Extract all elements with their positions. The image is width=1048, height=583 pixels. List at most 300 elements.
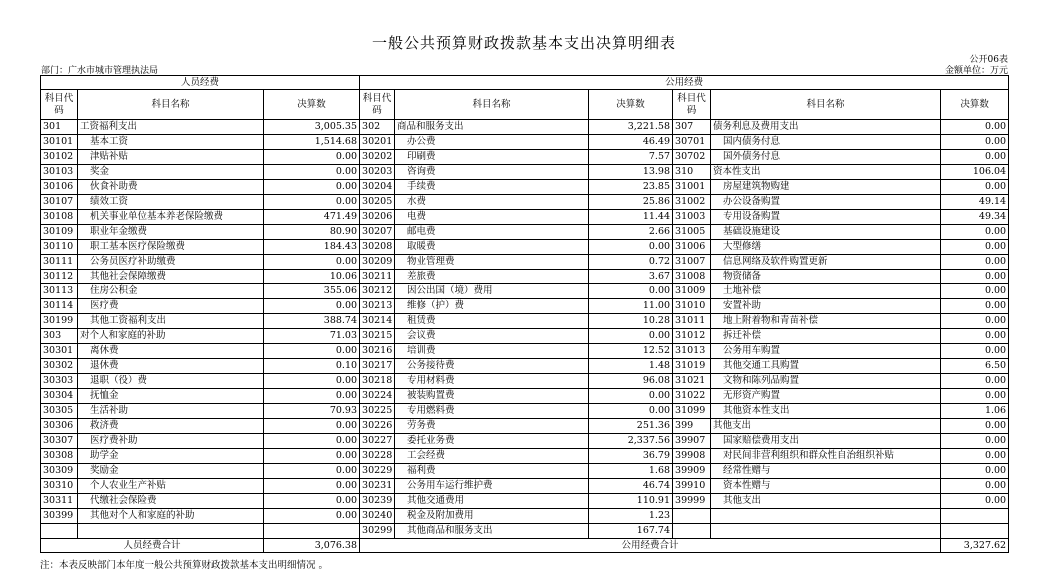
amount: 46.49 xyxy=(589,134,673,149)
subject-code: 30211 xyxy=(360,269,395,284)
subject-code: 30207 xyxy=(360,224,395,239)
subject-name: 文物和陈列品购置 xyxy=(711,374,941,389)
amount: 0.00 xyxy=(941,344,1009,359)
subject-code: 30299 xyxy=(360,523,395,538)
subject-name: 绩效工资 xyxy=(78,194,264,209)
amount: 0.00 xyxy=(264,299,360,314)
subject-code: 31003 xyxy=(673,209,711,224)
subject-code: 31005 xyxy=(673,224,711,239)
amount: 12.52 xyxy=(589,344,673,359)
subject-code: 30214 xyxy=(360,314,395,329)
subject-name: 劳务费 xyxy=(395,419,589,434)
subject-name: 因公出国（境）费用 xyxy=(395,284,589,299)
table-row xyxy=(41,389,1009,404)
subject-code: 30305 xyxy=(41,404,78,419)
subject-name: 公务用车运行维护费 xyxy=(395,478,589,493)
subject-name: 代缴社会保险费 xyxy=(78,493,264,508)
subject-name: 退休费 xyxy=(78,359,264,374)
subject-name: 维修（护）费 xyxy=(395,299,589,314)
subject-code: 30206 xyxy=(360,209,395,224)
subject-code: 30306 xyxy=(41,419,78,434)
amount: 0.00 xyxy=(264,463,360,478)
amount: 0.00 xyxy=(264,478,360,493)
amount xyxy=(941,508,1009,523)
table-row xyxy=(41,493,1009,508)
subject-name: 助学金 xyxy=(78,448,264,463)
amount: 2,337.56 xyxy=(589,434,673,449)
subject-code: 30212 xyxy=(360,284,395,299)
subject-name xyxy=(78,523,264,538)
subject-name: 其他交通工具购置 xyxy=(711,359,941,374)
amount: 0.00 xyxy=(264,374,360,389)
subject-code: 30208 xyxy=(360,239,395,254)
subject-code: 30205 xyxy=(360,194,395,209)
subject-code: 30201 xyxy=(360,134,395,149)
subject-name: 对民间非营利组织和群众性自治组织补贴 xyxy=(711,448,941,463)
subject-name: 地上附着物和青苗补偿 xyxy=(711,314,941,329)
subject-name: 委托业务费 xyxy=(395,434,589,449)
table-row xyxy=(41,284,1009,299)
group-header-personnel: 人员经费 xyxy=(41,76,360,90)
subject-code: 31009 xyxy=(673,284,711,299)
subject-name: 其他社会保障缴费 xyxy=(78,269,264,284)
subject-code: 31010 xyxy=(673,299,711,314)
subject-name: 被装购置费 xyxy=(395,389,589,404)
subject-name xyxy=(711,508,941,523)
amount: 0.00 xyxy=(941,299,1009,314)
amount: 0.00 xyxy=(264,419,360,434)
col-header-name: 科目名称 xyxy=(395,90,589,120)
subject-code: 30213 xyxy=(360,299,395,314)
subject-name xyxy=(711,523,941,538)
subject-name: 基本工资 xyxy=(78,134,264,149)
subject-name: 办公费 xyxy=(395,134,589,149)
table-row xyxy=(41,224,1009,239)
amount: 0.00 xyxy=(264,149,360,164)
subject-name: 大型修缮 xyxy=(711,239,941,254)
amount: 3.67 xyxy=(589,269,673,284)
subject-name: 债务利息及费用支出 xyxy=(711,120,941,135)
subject-code: 30114 xyxy=(41,299,78,314)
table-row xyxy=(41,448,1009,463)
subject-code: 30111 xyxy=(41,254,78,269)
subject-code: 31019 xyxy=(673,359,711,374)
subject-code: 30308 xyxy=(41,448,78,463)
subject-name: 租赁费 xyxy=(395,314,589,329)
amount: 1.23 xyxy=(589,508,673,523)
subject-code: 30310 xyxy=(41,478,78,493)
subject-name: 会议费 xyxy=(395,329,589,344)
subject-name: 工资福利支出 xyxy=(78,120,264,135)
subject-name: 公务员医疗补助缴费 xyxy=(78,254,264,269)
personnel-total-value: 3,076.38 xyxy=(264,538,360,552)
subject-code: 30110 xyxy=(41,239,78,254)
subject-name: 伙食补助费 xyxy=(78,179,264,194)
subject-name: 信息网络及软件购置更新 xyxy=(711,254,941,269)
amount: 10.06 xyxy=(264,269,360,284)
subject-name: 其他商品和服务支出 xyxy=(395,523,589,538)
amount: 70.93 xyxy=(264,404,360,419)
subject-name: 个人农业生产补贴 xyxy=(78,478,264,493)
subject-code: 39910 xyxy=(673,478,711,493)
department-label: 部门：广水市城市管理执法局 xyxy=(41,66,159,76)
amount: 0.00 xyxy=(941,224,1009,239)
amount: 46.74 xyxy=(589,478,673,493)
subject-name: 资本性支出 xyxy=(711,164,941,179)
amount: 0.10 xyxy=(264,359,360,374)
amount: 25.86 xyxy=(589,194,673,209)
amount: 388.74 xyxy=(264,314,360,329)
table-row xyxy=(41,478,1009,493)
amount: 0.00 xyxy=(941,493,1009,508)
table-row xyxy=(41,194,1009,209)
amount: 71.03 xyxy=(264,329,360,344)
amount xyxy=(264,523,360,538)
table-row xyxy=(41,523,1009,538)
subject-code: 30112 xyxy=(41,269,78,284)
amount: 80.90 xyxy=(264,224,360,239)
amount: 1.06 xyxy=(941,404,1009,419)
subject-name: 救济费 xyxy=(78,419,264,434)
personnel-total-label: 人员经费合计 xyxy=(41,538,264,552)
col-header-name: 科目名称 xyxy=(711,90,941,120)
subject-name: 医疗费补助 xyxy=(78,434,264,449)
subject-code: 39909 xyxy=(673,463,711,478)
table-row xyxy=(41,120,1009,135)
subject-code: 30399 xyxy=(41,508,78,523)
amount: 0.00 xyxy=(941,389,1009,404)
amount: 96.08 xyxy=(589,374,673,389)
amount: 13.98 xyxy=(589,164,673,179)
subject-name: 专用燃料费 xyxy=(395,404,589,419)
subject-code: 30224 xyxy=(360,389,395,404)
subject-code: 30215 xyxy=(360,329,395,344)
subject-name: 职业年金缴费 xyxy=(78,224,264,239)
subject-name: 福利费 xyxy=(395,463,589,478)
subject-code: 310 xyxy=(673,164,711,179)
subject-code: 30113 xyxy=(41,284,78,299)
subject-code: 31099 xyxy=(673,404,711,419)
subject-name: 津贴补贴 xyxy=(78,149,264,164)
amount: 23.85 xyxy=(589,179,673,194)
subject-name: 商品和服务支出 xyxy=(395,120,589,135)
subject-code: 30202 xyxy=(360,149,395,164)
amount: 0.00 xyxy=(941,134,1009,149)
subject-code: 31011 xyxy=(673,314,711,329)
subject-code: 30101 xyxy=(41,134,78,149)
subject-name: 取暖费 xyxy=(395,239,589,254)
table-row xyxy=(41,463,1009,478)
table-row xyxy=(41,508,1009,523)
table-row xyxy=(41,179,1009,194)
amount: 0.00 xyxy=(941,374,1009,389)
amount: 0.00 xyxy=(941,314,1009,329)
amount: 0.00 xyxy=(941,284,1009,299)
col-header-code: 科目代码 xyxy=(673,90,711,120)
expenditure-table xyxy=(40,75,1009,553)
amount: 0.00 xyxy=(941,179,1009,194)
amount: 49.34 xyxy=(941,209,1009,224)
subject-code: 30301 xyxy=(41,344,78,359)
unit-label: 金额单位：万元 xyxy=(944,66,1008,76)
subject-name: 国内债务付息 xyxy=(711,134,941,149)
subject-code: 30227 xyxy=(360,434,395,449)
col-header-code: 科目代码 xyxy=(360,90,395,120)
table-row xyxy=(41,149,1009,164)
subject-code: 30209 xyxy=(360,254,395,269)
subject-name: 抚恤金 xyxy=(78,389,264,404)
subject-name: 物资储备 xyxy=(711,269,941,284)
amount: 0.00 xyxy=(264,389,360,404)
amount: 0.00 xyxy=(264,448,360,463)
amount: 11.44 xyxy=(589,209,673,224)
amount: 251.36 xyxy=(589,419,673,434)
subject-name: 基础设施建设 xyxy=(711,224,941,239)
subject-code: 30225 xyxy=(360,404,395,419)
amount: 0.00 xyxy=(941,239,1009,254)
amount: 6.50 xyxy=(941,359,1009,374)
amount: 167.74 xyxy=(589,523,673,538)
amount: 0.72 xyxy=(589,254,673,269)
subject-code: 30240 xyxy=(360,508,395,523)
subject-code: 31007 xyxy=(673,254,711,269)
amount: 49.14 xyxy=(941,194,1009,209)
public-total-label: 公用经费合计 xyxy=(360,538,941,552)
subject-code: 30218 xyxy=(360,374,395,389)
amount: 0.00 xyxy=(941,149,1009,164)
amount: 355.06 xyxy=(264,284,360,299)
subject-name: 国家赔偿费用支出 xyxy=(711,434,941,449)
subject-name: 奖励金 xyxy=(78,463,264,478)
amount: 0.00 xyxy=(589,389,673,404)
subject-code: 30311 xyxy=(41,493,78,508)
subject-name: 其他支出 xyxy=(711,493,941,508)
amount: 0.00 xyxy=(941,434,1009,449)
table-row xyxy=(41,269,1009,284)
amount: 0.00 xyxy=(941,329,1009,344)
subject-code: 39908 xyxy=(673,448,711,463)
amount: 1.68 xyxy=(589,463,673,478)
subject-code: 31002 xyxy=(673,194,711,209)
table-row xyxy=(41,239,1009,254)
table-row xyxy=(41,359,1009,374)
subject-code: 30102 xyxy=(41,149,78,164)
amount: 2.66 xyxy=(589,224,673,239)
subject-code: 30108 xyxy=(41,209,78,224)
subject-code: 30309 xyxy=(41,463,78,478)
subject-code: 30303 xyxy=(41,374,78,389)
subject-code: 39999 xyxy=(673,493,711,508)
subject-name: 手续费 xyxy=(395,179,589,194)
table-row xyxy=(41,299,1009,314)
subject-name: 公务用车购置 xyxy=(711,344,941,359)
subject-code: 30106 xyxy=(41,179,78,194)
amount: 0.00 xyxy=(264,194,360,209)
col-header-name: 科目名称 xyxy=(78,90,264,120)
subject-code: 30203 xyxy=(360,164,395,179)
amount: 110.91 xyxy=(589,493,673,508)
amount: 184.43 xyxy=(264,239,360,254)
subject-code: 30226 xyxy=(360,419,395,434)
amount: 11.00 xyxy=(589,299,673,314)
subject-name: 其他交通费用 xyxy=(395,493,589,508)
subject-name: 培训费 xyxy=(395,344,589,359)
amount: 36.79 xyxy=(589,448,673,463)
subject-name: 拆迁补偿 xyxy=(711,329,941,344)
subject-code xyxy=(673,523,711,538)
table-row xyxy=(41,314,1009,329)
subject-code: 30109 xyxy=(41,224,78,239)
public-total-value: 3,327.62 xyxy=(941,538,1009,552)
amount: 0.00 xyxy=(589,404,673,419)
table-row xyxy=(41,164,1009,179)
subject-name: 咨询费 xyxy=(395,164,589,179)
subject-code: 30304 xyxy=(41,389,78,404)
amount: 0.00 xyxy=(264,493,360,508)
subject-name: 奖金 xyxy=(78,164,264,179)
amount: 0.00 xyxy=(941,448,1009,463)
subject-name: 工会经费 xyxy=(395,448,589,463)
form-code: 公开06表 xyxy=(969,55,1008,65)
subject-name: 物业管理费 xyxy=(395,254,589,269)
amount: 0.00 xyxy=(264,434,360,449)
amount: 3,005.35 xyxy=(264,120,360,135)
subject-code: 31008 xyxy=(673,269,711,284)
subject-code: 31021 xyxy=(673,374,711,389)
subject-name: 公务接待费 xyxy=(395,359,589,374)
table-row xyxy=(41,344,1009,359)
subject-name: 电费 xyxy=(395,209,589,224)
amount: 0.00 xyxy=(941,254,1009,269)
subject-name: 其他工资福利支出 xyxy=(78,314,264,329)
subject-code: 39907 xyxy=(673,434,711,449)
amount: 0.00 xyxy=(264,254,360,269)
subject-code: 307 xyxy=(673,120,711,135)
amount: 0.00 xyxy=(264,344,360,359)
subject-name: 差旅费 xyxy=(395,269,589,284)
amount: 0.00 xyxy=(941,269,1009,284)
amount: 0.00 xyxy=(589,329,673,344)
table-row xyxy=(41,134,1009,149)
amount: 106.04 xyxy=(941,164,1009,179)
subject-name: 职工基本医疗保险缴费 xyxy=(78,239,264,254)
subject-code: 30107 xyxy=(41,194,78,209)
subject-name: 土地补偿 xyxy=(711,284,941,299)
subject-code: 31012 xyxy=(673,329,711,344)
subject-code: 31013 xyxy=(673,344,711,359)
col-header-code: 科目代码 xyxy=(41,90,78,120)
subject-name: 医疗费 xyxy=(78,299,264,314)
subject-name: 专用设备购置 xyxy=(711,209,941,224)
amount: 0.00 xyxy=(941,463,1009,478)
subject-name: 机关事业单位基本养老保险缴费 xyxy=(78,209,264,224)
subject-code: 31001 xyxy=(673,179,711,194)
amount: 0.00 xyxy=(941,419,1009,434)
table-row xyxy=(41,419,1009,434)
subject-name: 资本性赠与 xyxy=(711,478,941,493)
subject-code: 30199 xyxy=(41,314,78,329)
subject-code: 30702 xyxy=(673,149,711,164)
amount: 0.00 xyxy=(264,164,360,179)
subject-name: 其他支出 xyxy=(711,419,941,434)
subject-code: 303 xyxy=(41,329,78,344)
subject-name: 离休费 xyxy=(78,344,264,359)
amount: 471.49 xyxy=(264,209,360,224)
group-header-public: 公用经费 xyxy=(360,76,1009,90)
subject-code: 30216 xyxy=(360,344,395,359)
table-row xyxy=(41,404,1009,419)
subject-name: 住房公积金 xyxy=(78,284,264,299)
table-row xyxy=(41,254,1009,269)
subject-name: 生活补助 xyxy=(78,404,264,419)
subject-name: 安置补助 xyxy=(711,299,941,314)
subject-name: 退职（役）费 xyxy=(78,374,264,389)
table-row xyxy=(41,329,1009,344)
amount: 0.00 xyxy=(264,508,360,523)
table-body xyxy=(41,120,1009,539)
subject-code: 301 xyxy=(41,120,78,135)
col-header-amount: 决算数 xyxy=(264,90,360,120)
subject-code: 30217 xyxy=(360,359,395,374)
subject-code: 30231 xyxy=(360,478,395,493)
amount: 10.28 xyxy=(589,314,673,329)
report-title: 一般公共预算财政拨款基本支出决算明细表 xyxy=(371,34,676,52)
subject-code: 30239 xyxy=(360,493,395,508)
amount: 0.00 xyxy=(941,478,1009,493)
amount: 3,221.58 xyxy=(589,120,673,135)
subject-name: 房屋建筑物购建 xyxy=(711,179,941,194)
subject-code: 30307 xyxy=(41,434,78,449)
subject-name: 经常性赠与 xyxy=(711,463,941,478)
subject-code: 30229 xyxy=(360,463,395,478)
subject-name: 对个人和家庭的补助 xyxy=(78,329,264,344)
table-row xyxy=(41,434,1009,449)
subject-code: 399 xyxy=(673,419,711,434)
subject-code: 30701 xyxy=(673,134,711,149)
subject-code: 30103 xyxy=(41,164,78,179)
subject-code xyxy=(673,508,711,523)
subject-name: 税金及附加费用 xyxy=(395,508,589,523)
footnote: 注：本表反映部门本年度一般公共预算财政拨款基本支出明细情况 。 xyxy=(40,560,329,571)
amount: 1,514.68 xyxy=(264,134,360,149)
subject-name: 办公设备购置 xyxy=(711,194,941,209)
subject-name: 国外债务付息 xyxy=(711,149,941,164)
amount: 0.00 xyxy=(264,179,360,194)
subject-code: 302 xyxy=(360,120,395,135)
amount: 1.48 xyxy=(589,359,673,374)
subject-name: 专用材料费 xyxy=(395,374,589,389)
subject-name: 邮电费 xyxy=(395,224,589,239)
amount: 0.00 xyxy=(941,120,1009,135)
col-header-amount: 决算数 xyxy=(941,90,1009,120)
amount xyxy=(941,523,1009,538)
subject-code: 31022 xyxy=(673,389,711,404)
table-row xyxy=(41,374,1009,389)
subject-code: 30204 xyxy=(360,179,395,194)
subject-code: 30302 xyxy=(41,359,78,374)
amount: 0.00 xyxy=(589,284,673,299)
subject-code: 30228 xyxy=(360,448,395,463)
subject-code: 31006 xyxy=(673,239,711,254)
subject-name: 印刷费 xyxy=(395,149,589,164)
subject-name: 其他对个人和家庭的补助 xyxy=(78,508,264,523)
subject-name: 其他资本性支出 xyxy=(711,404,941,419)
col-header-amount: 决算数 xyxy=(589,90,673,120)
subject-name: 无形资产购置 xyxy=(711,389,941,404)
amount: 7.57 xyxy=(589,149,673,164)
table-row xyxy=(41,209,1009,224)
amount: 0.00 xyxy=(589,239,673,254)
